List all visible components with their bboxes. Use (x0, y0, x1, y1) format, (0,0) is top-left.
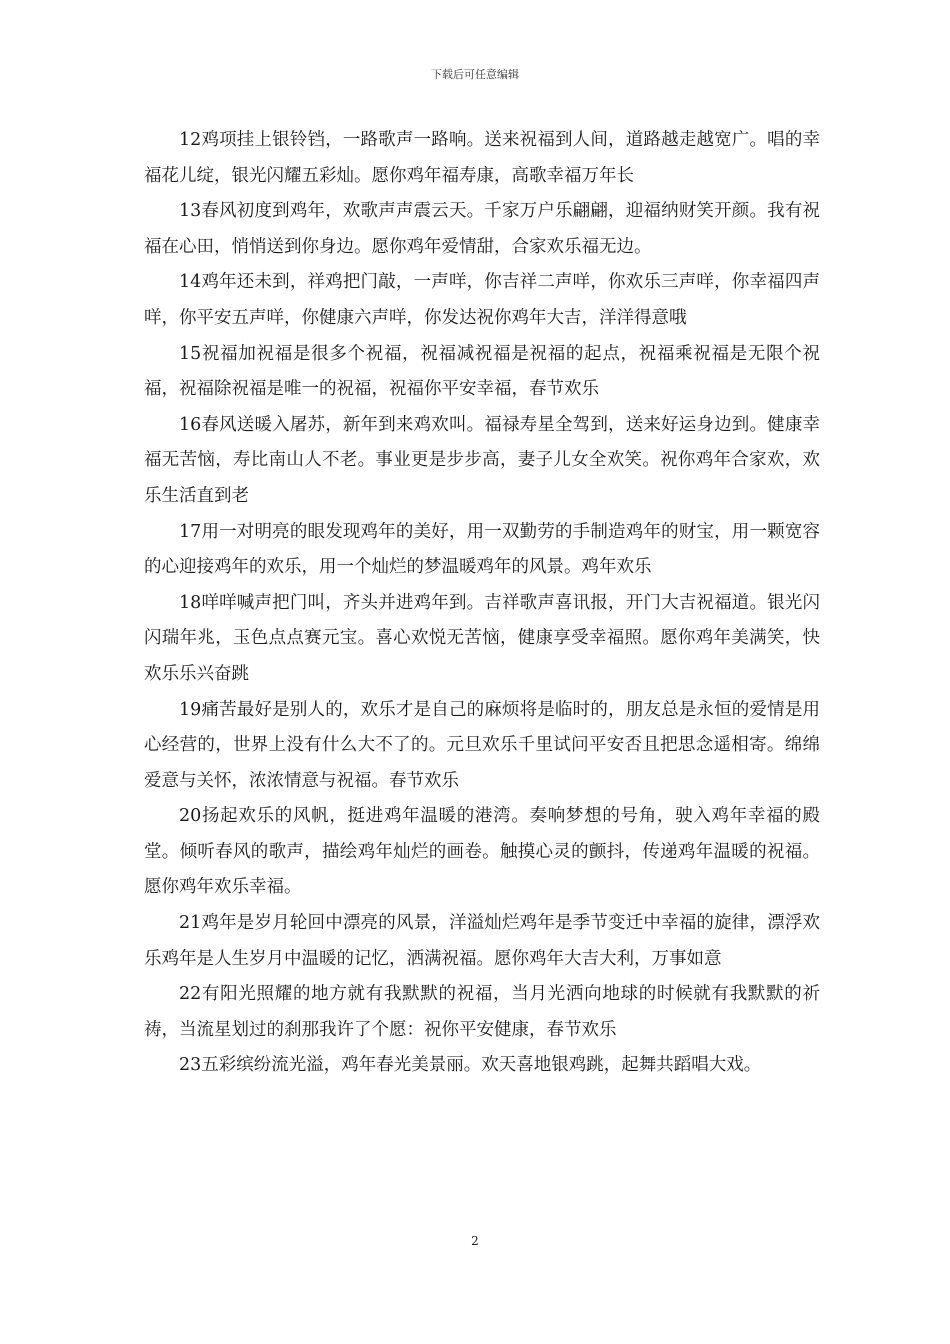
paragraph-17: 17用一对明亮的眼发现鸡年的美好，用一双勤劳的手制造鸡年的财宝，用一颗宽容的心迎接鸡年的欢乐，用一个灿烂的梦温暖鸡年的风景。鸡年欢乐 (144, 521, 820, 578)
page-header: 下载后可任意编辑 (431, 68, 519, 81)
paragraph-15: 15祝福加祝福是很多个祝福，祝福减祝福是祝福的起点，祝福乘祝福是无限个祝福，祝福除祝福是唯一的祝福，祝福你平安幸福，春节欢乐 (144, 343, 820, 400)
document-body (144, 123, 820, 1084)
paragraph-12: 12鸡项挂上银铃铛，一路歌声一路响。送来祝福到人间，道路越走越宽广。唱的幸福花儿绽，银光闪耀五彩灿。愿你鸡年福寿康，高歌幸福万年长 (144, 130, 820, 186)
paragraph-19: 19痛苦最好是别人的，欢乐才是自己的麻烦将是临时的，朋友总是永恒的爱情是用心经营的，世界上没有什么大不了的。元旦欢乐千里试问平安否且把思念遥相寄。绵绵爱意与关怀，浓浓情意与祝福。春节欢乐 (144, 699, 820, 791)
paragraph-20: 20扬起欢乐的风帆，挺进鸡年温暖的港湾。奏响梦想的号角，驶入鸡年幸福的殿堂。倾听春风的歌声，描绘鸡年灿烂的画卷。触摸心灵的颤抖，传递鸡年温暖的祝福。愿你鸡年欢乐幸福。 (144, 806, 820, 898)
paragraph-13: 13春风初度到鸡年，欢歌声声震云天。千家万户乐翩翩，迎福纳财笑开颜。我有祝福在心田，悄悄送到你身边。愿你鸡年爱情甜，合家欢乐福无边。 (144, 201, 820, 257)
paragraph-22: 22有阳光照耀的地方就有我默默的祝福，当月光洒向地球的时候就有我默默的祈祷，当流星划过的刹那我许了个愿：祝你平安健康，春节欢乐 (144, 984, 820, 1040)
paragraph-14: 14鸡年还未到，祥鸡把门敲，一声咩，你吉祥二声咩，你欢乐三声咩，你幸福四声咩，你平安五声咩，你健康六声咩，你发达祝你鸡年大吉，洋洋得意哦 (144, 272, 820, 328)
paragraph-21: 21鸡年是岁月轮回中漂亮的风景，洋溢灿烂鸡年是季节变迁中幸福的旋律，漂浮欢乐鸡年是人生岁月中温暖的记忆，洒满祝福。愿你鸡年大吉大利，万事如意 (144, 913, 820, 969)
page-number: 2 (471, 1234, 479, 1248)
paragraph-16: 16春风送暖入屠苏，新年到来鸡欢叫。福禄寿星全驾到，送来好运身边到。健康幸福无苦恼，寿比南山人不老。事业更是步步高，妻子儿女全欢笑。祝你鸡年合家欢，欢乐生活直到老 (144, 414, 820, 506)
paragraph-23: 23五彩缤纷流光溢，鸡年春光美景丽。欢天喜地银鸡跳，起舞共蹈唱大戏。 (179, 1055, 762, 1076)
paragraph-18: 18咩咩喊声把门叫，齐头并进鸡年到。吉祥歌声喜讯报，开门大吉祝福道。银光闪闪瑞年兆，玉色点点赛元宝。喜心欢悦无苦恼，健康享受幸福照。愿你鸡年美满笑，快欢乐乐兴奋跳 (144, 592, 820, 684)
